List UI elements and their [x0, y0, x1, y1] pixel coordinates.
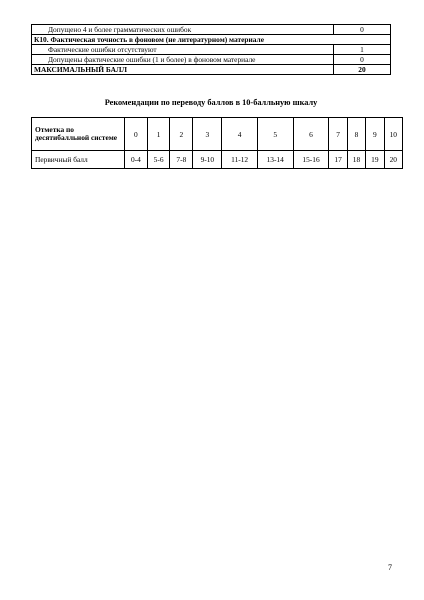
- criteria-row: [32, 45, 391, 55]
- points-cell: 9-10: [193, 151, 222, 169]
- grade-cell: 3: [193, 118, 222, 151]
- grade-cell: 8: [347, 118, 365, 151]
- grade-row-label: Отметка по десятибалльной системе: [32, 118, 125, 151]
- criteria-text: Допущены фактические ошибки (1 и более) в фоновом материале: [32, 55, 334, 65]
- points-cell: 0-4: [125, 151, 148, 169]
- criteria-score: 0: [334, 25, 391, 35]
- points-cell: 19: [366, 151, 384, 169]
- points-row: [32, 151, 403, 169]
- grade-cell: 0: [125, 118, 148, 151]
- criteria-row: [32, 25, 391, 35]
- grade-cell: 2: [170, 118, 193, 151]
- criteria-score: 0: [334, 55, 391, 65]
- grade-conversion-table: [31, 117, 403, 169]
- grade-cell: 6: [293, 118, 329, 151]
- points-cell: 5-6: [147, 151, 170, 169]
- points-cell: 11-12: [222, 151, 257, 169]
- grade-row: [32, 118, 403, 151]
- criteria-total-row: [32, 65, 391, 75]
- max-score-label: МАКСИМАЛЬНЫЙ БАЛЛ: [32, 65, 334, 75]
- points-cell: 17: [329, 151, 347, 169]
- grade-cell: 10: [384, 118, 402, 151]
- criteria-table: [31, 24, 391, 75]
- grade-cell: 5: [257, 118, 293, 151]
- criteria-heading: К10. Фактическая точность в фоновом (не литературном) материале: [32, 35, 391, 45]
- page-number: 7: [388, 563, 392, 572]
- criteria-row: [32, 55, 391, 65]
- points-cell: 15-16: [293, 151, 329, 169]
- criteria-text: Фактические ошибки отсутствуют: [32, 45, 334, 55]
- criteria-text: Допущено 4 и более грамматических ошибок: [32, 25, 334, 35]
- points-row-label: Первичный балл: [32, 151, 125, 169]
- criteria-row: [32, 35, 391, 45]
- points-cell: 13-14: [257, 151, 293, 169]
- criteria-score: 1: [334, 45, 391, 55]
- max-score-value: 20: [334, 65, 391, 75]
- grade-cell: 4: [222, 118, 257, 151]
- grade-cell: 1: [147, 118, 170, 151]
- scale-section-title: Рекомендации по переводу баллов в 10-балльную шкалу: [104, 98, 318, 107]
- points-cell: 7-8: [170, 151, 193, 169]
- points-cell: 18: [347, 151, 365, 169]
- grade-cell: 9: [366, 118, 384, 151]
- grade-cell: 7: [329, 118, 347, 151]
- points-cell: 20: [384, 151, 402, 169]
